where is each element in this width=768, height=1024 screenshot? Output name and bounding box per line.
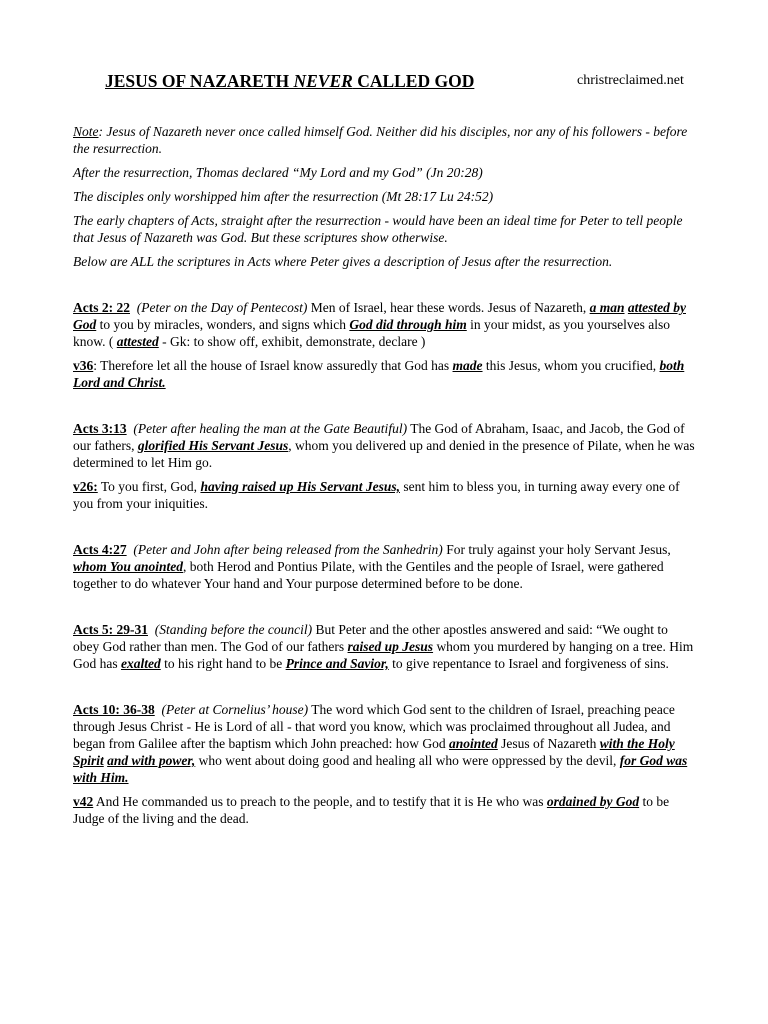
scripture-reference: Acts 3:13 xyxy=(73,421,127,436)
scripture-text: to be Judge of the living and the dead. xyxy=(73,794,670,826)
scripture-text: : Therefore let all the house of Israel know assuredly that God has xyxy=(93,358,453,373)
section-acts-3 xyxy=(73,420,695,512)
scripture-paragraph xyxy=(73,299,695,350)
scripture-text: Men of Israel, hear these words. Jesus of Nazareth, xyxy=(307,300,590,315)
verse-reference: v36 xyxy=(73,358,94,373)
site-name: christreclaimed.net xyxy=(577,73,684,88)
intro-paragraph: After the resurrection, Thomas declared “My Lord and my God” (Jn 20:28) xyxy=(73,165,483,180)
context-note: (Peter after healing the man at the Gate Beautiful) xyxy=(133,421,408,436)
scripture-paragraph xyxy=(73,541,695,592)
title-text-2: CALLED GOD xyxy=(352,71,475,91)
scripture-paragraph xyxy=(73,420,695,471)
title-emphasis: NEVER xyxy=(293,71,353,91)
section-acts-4 xyxy=(73,541,695,592)
intro-paragraph: The disciples only worshipped him after the resurrection (Mt 28:17 Lu 24:52) xyxy=(73,189,494,204)
highlight-phrase: attested xyxy=(116,334,159,349)
scripture-paragraph xyxy=(73,621,695,672)
intro-paragraph: Below are ALL the scriptures in Acts where Peter gives a description of Jesus after the resurrection. xyxy=(73,254,613,269)
verse-reference: v42 xyxy=(73,794,94,809)
highlight-phrase: with the Holy Spirit xyxy=(73,736,675,768)
scripture-text: to you by miracles, wonders, and signs which xyxy=(96,317,350,332)
scripture-text: whom you murdered by hanging on a tree. Him God has xyxy=(73,639,694,671)
scripture-reference: Acts 10: 36-38 xyxy=(73,702,155,717)
scripture-text: To you first, God, xyxy=(97,479,201,494)
scripture-text: who went about doing good and healing all who were oppressed by the devil, xyxy=(195,753,620,768)
scripture-text: , both Herod and Pontius Pilate, with the Gentiles and the people of Israel, were gathered together to do whatever Your hand and Your purpose determined before to be done. xyxy=(73,559,664,591)
scripture-text: to give repentance to Israel and forgiveness of sins. xyxy=(388,656,669,671)
highlight-phrase: for God was with Him. xyxy=(73,753,688,785)
section-acts-5 xyxy=(73,621,695,672)
scripture-text: For truly against your holy Servant Jesus, xyxy=(442,542,671,557)
note-text: : Jesus of Nazareth never once called himself God. Neither did his disciples, nor any of his followers - before the resurrection. xyxy=(73,124,688,156)
highlight-phrase: attested by God xyxy=(73,300,686,332)
scripture-text: in your midst, as you yourselves also know. ( xyxy=(73,317,670,349)
context-note: (Peter and John after being released from the Sanhedrin) xyxy=(133,542,443,557)
verse-paragraph xyxy=(73,793,695,827)
scripture-text: Jesus of Nazareth xyxy=(497,736,600,751)
section-acts-2 xyxy=(73,299,695,391)
highlight-phrase: and with power, xyxy=(107,753,196,768)
scripture-paragraph xyxy=(73,701,695,786)
highlight-phrase: both Lord and Christ. xyxy=(73,358,685,390)
intro-paragraph: The early chapters of Acts, straight after the resurrection - would have been an ideal time for Peter to tell people that Jesus of Nazareth was God. But these scriptures show otherwise. xyxy=(73,213,683,245)
highlight-phrase: exalted xyxy=(121,656,161,671)
scripture-reference: Acts 2: 22 xyxy=(73,300,130,315)
intro-note xyxy=(73,123,695,157)
verse-paragraph xyxy=(73,478,695,512)
highlight-phrase: anointed xyxy=(449,736,498,751)
highlight-phrase: made xyxy=(452,358,483,373)
highlight-phrase: a man xyxy=(589,300,625,315)
scripture-reference: Acts 5: 29-31 xyxy=(73,622,148,637)
document-header xyxy=(105,71,705,93)
note-label: Note xyxy=(73,124,99,139)
scripture-text: The God of Abraham, Isaac, and Jacob, the God of our fathers, xyxy=(73,421,685,453)
scripture-text: this Jesus, whom you crucified, xyxy=(482,358,660,373)
page-title xyxy=(105,71,474,92)
scripture-text: - Gk: to show off, exhibit, demonstrate, declare ) xyxy=(158,334,426,349)
scripture-text: sent him to bless you, in turning away every one of you from your iniquities. xyxy=(73,479,680,511)
scripture-text: But Peter and the other apostles answered and said: “We ought to obey God rather than men. The God of our fathers xyxy=(73,622,668,654)
highlight-phrase: God did through him xyxy=(349,317,467,332)
highlight-phrase: Prince and Savior, xyxy=(285,656,389,671)
context-note: (Peter on the Day of Pentecost) xyxy=(136,300,308,315)
context-note: (Peter at Cornelius’ house) xyxy=(161,702,309,717)
title-text-1: JESUS OF NAZARETH xyxy=(105,71,294,91)
highlight-phrase: whom You anointed xyxy=(73,559,184,574)
intro-section xyxy=(73,123,695,270)
context-note: (Standing before the council) xyxy=(154,622,313,637)
verse-paragraph xyxy=(73,357,695,391)
scripture-text: And He commanded us to preach to the people, and to testify that it is He who was xyxy=(93,794,547,809)
scripture-text: , whom you delivered up and denied in the presence of Pilate, when he was determined to let Him go. xyxy=(73,438,695,470)
scripture-reference: Acts 4:27 xyxy=(73,542,127,557)
scripture-text: The word which God sent to the children of Israel, preaching peace through Jesus Christ - He is Lord of all - that word you know, which was proclaimed throughout all Judea, and began from Galilee after the baptism which John preached: how God xyxy=(73,702,675,751)
verse-reference: v26: xyxy=(73,479,98,494)
highlight-phrase: having raised up His Servant Jesus, xyxy=(200,479,400,494)
document-body xyxy=(73,123,695,834)
highlight-phrase: raised up Jesus xyxy=(347,639,434,654)
highlight-phrase: ordained by God xyxy=(546,794,640,809)
highlight-phrase: glorified His Servant Jesus xyxy=(137,438,289,453)
section-acts-10 xyxy=(73,701,695,827)
scripture-text: to his right hand to be xyxy=(160,656,286,671)
